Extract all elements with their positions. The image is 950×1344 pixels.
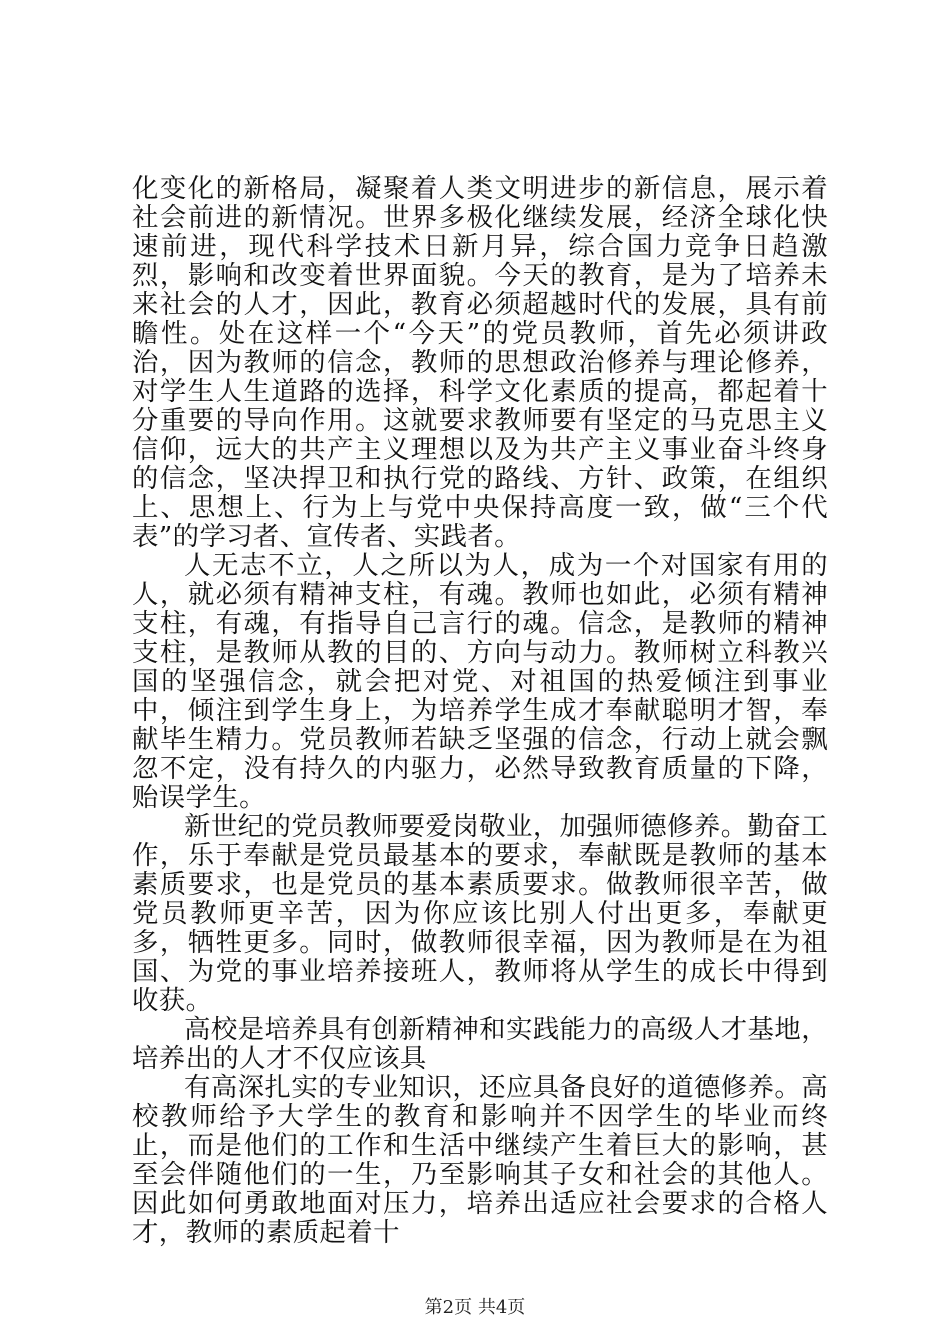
paragraph-4: 高校是培养具有创新精神和实践能力的高级人才基地，培养出的人才不仅应该具	[132, 1014, 828, 1074]
paragraph-5: 有高深扎实的专业知识，还应具备良好的道德修养。高校教师给予大学生的教育和影响并不因学生的毕业而终止，而是他们的工作和生活中继续产生着巨大的影响，甚至会伴随他们的一生，乃至影响其子女和社会的其他人。因此如何勇敢地面对压力，培养出适应社会要求的合格人才，教师的素质起着十	[132, 1072, 828, 1248]
page-footer	[0, 1297, 950, 1319]
paragraph-2: 人无志不立，人之所以为人，成为一个对国家有用的人，就必须有精神支柱，有魂。教师也如此，必须有精神支柱，有魂，有指导自己言行的魂。信念，是教师的精神支柱，是教师从教的目的、方向与动力。教师树立科教兴国的坚强信念，就会把对党、对祖国的热爱倾注到事业中，倾注到学生身上，为培养学生成才奉献聪明才智，奉献毕生精力。党员教师若缺乏坚强的信念，行动上就会飘忽不定，没有持久的内驱力，必然导致教育质量的下降，贻误学生。	[132, 550, 828, 813]
paragraph-1: 化变化的新格局，凝聚着人类文明进步的新信息，展示着社会前进的新情况。世界多极化继续发展，经济全球化快速前进，现代科学技术日新月异，综合国力竞争日趋激烈，影响和改变着世界面貌。今天的教育，是为了培养未来社会的人才，因此，教育必须超越时代的发展，具有前瞻性。处在这样一个“今天”的党员教师，首先必须讲政治，因为教师的信念，教师的思想政治修养与理论修养，对学生人生道路的选择，科学文化素质的提高，都起着十分重要的导向作用。这就要求教师要有坚定的马克思主义信仰，远大的共产主义理想以及为共产主义事业奋斗终身的信念，坚决捍卫和执行党的路线、方针、政策，在组织上、思想上、行为上与党中央保持高度一致，做“三个代表”的学习者、宣传者、实践者。	[132, 173, 828, 552]
body-text	[132, 174, 828, 1247]
paragraph-3: 新世纪的党员教师要爱岗敬业，加强师德修养。勤奋工作，乐于奉献是党员最基本的要求，奉献既是教师的基本素质要求，也是党员的基本素质要求。做教师很辛苦，做党员教师更辛苦，因为你应该比别人付出更多，奉献更多，牺牲更多。同时，做教师很幸福，因为教师是在为祖国、为党的事业培养接班人，教师将从学生的成长中得到收获。	[132, 811, 828, 1016]
page-number-label: 第2页 共4页	[424, 1297, 526, 1318]
